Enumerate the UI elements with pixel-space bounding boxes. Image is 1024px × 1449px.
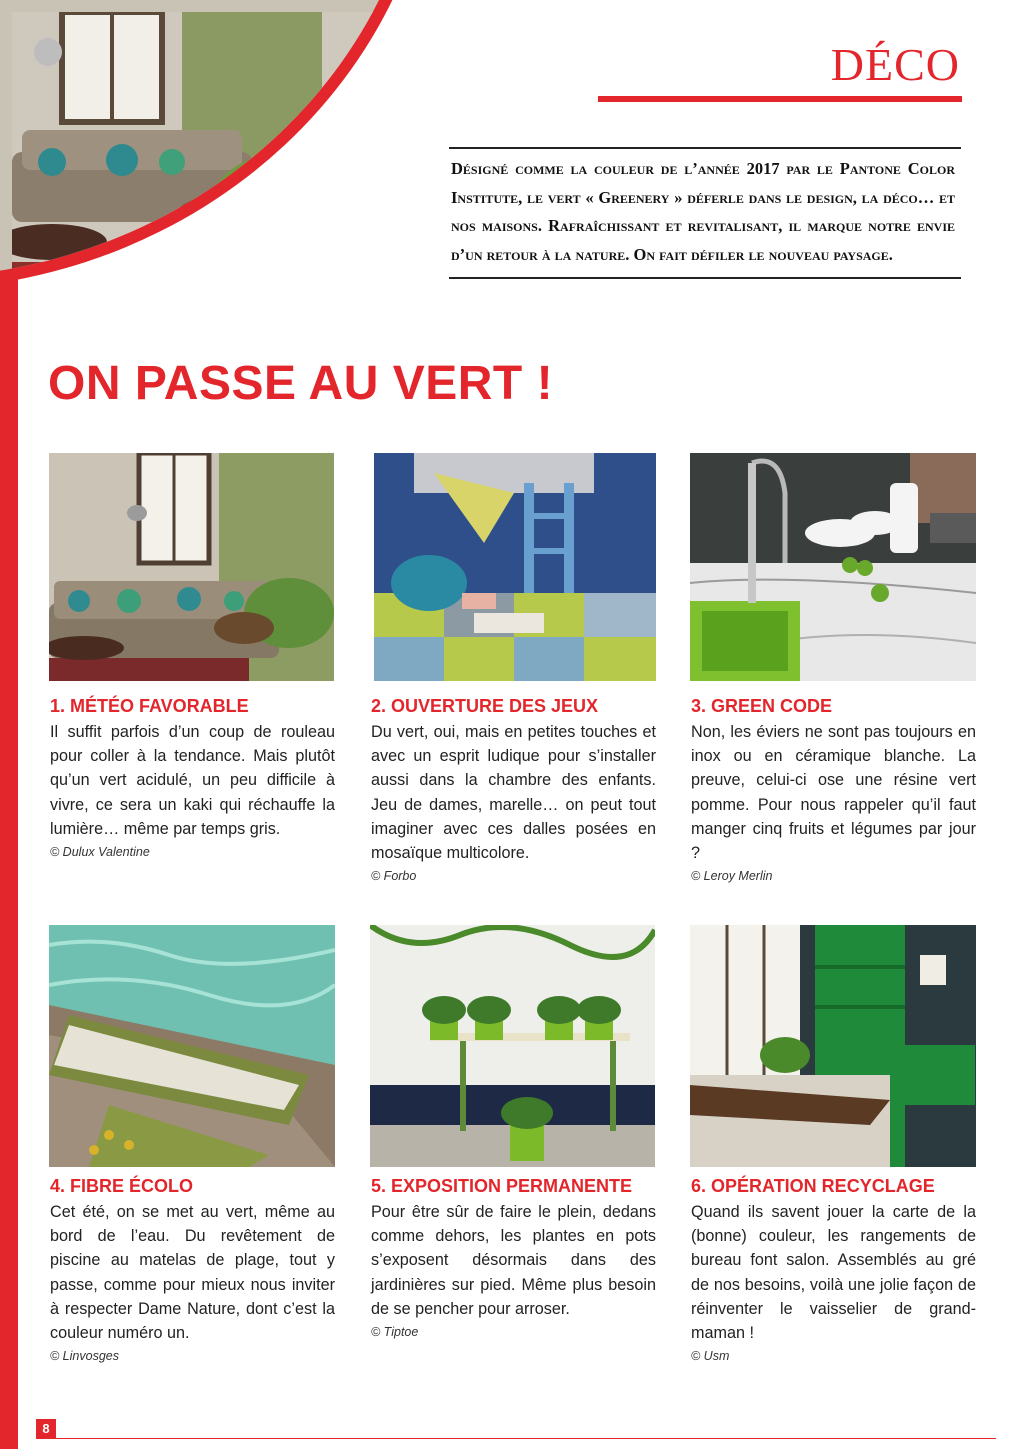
article-2-credit: © Forbo	[371, 869, 417, 884]
article-3-credit: © Leroy Merlin	[691, 869, 773, 884]
intro-text: Désigné comme la couleur de l’année 2017 par le Pantone Color Institute, le vert « Greenery » déferle dans le design, la déco… et nos maisons. Rafraîchissant et revitalisant, il marque notre envie d’un retour à la nature. On fait défiler le nouveau paysage.	[449, 147, 961, 279]
hero-photo-frame	[0, 0, 440, 290]
article-6-text: Quand ils savent jouer la carte de la (bonne) couleur, les rangements de bureau font salon. Assemblés au gré de nos besoins, voilà une jolie façon de réinventer le vaisselier de grand-maman !	[691, 1203, 976, 1343]
article-2-heading: 2. OUVERTURE DES JEUX	[371, 696, 599, 716]
article-6	[691, 1175, 976, 1363]
article-3	[691, 695, 976, 883]
article-4-text: Cet été, on se met au vert, même au bord de l’eau. Du revêtement de piscine au matelas de plage, tout y passe, comme pour mieux nous inviter à respecter Dame Nature, dont c’est la couleur numéro un.	[50, 1203, 335, 1343]
article-4	[50, 1175, 335, 1363]
photo-ouverture-des-jeux	[374, 453, 656, 681]
photo-meteo-favorable	[49, 453, 334, 681]
article-2	[371, 695, 656, 883]
hero-living-room-photo	[12, 12, 440, 290]
footer-rule	[36, 1438, 996, 1439]
page-number: 8	[36, 1419, 56, 1439]
article-3-heading: 3. GREEN CODE	[691, 696, 833, 716]
photo-exposition-permanente	[370, 925, 655, 1167]
page-title: ON PASSE AU VERT !	[48, 357, 554, 410]
article-1-text: Il suffit parfois d’un coup de rouleau pour coller à la tendance. Mais plutôt qu’un vert acidulé, un peu difficile à vivre, ce sera un kaki qui réchauffe la lumière… même par temps gris.	[50, 723, 335, 838]
article-1	[50, 695, 335, 859]
article-5-credit: © Tiptoe	[371, 1325, 419, 1340]
article-3-text: Non, les éviers ne sont pas toujours en inox ou en céramique blanche. La preuve, celui-ci ose une résine vert pomme. Pour nous rappeler qu’il faut manger cinq fruits et légumes par jour ?	[691, 723, 976, 863]
article-4-credit: © Linvosges	[50, 1349, 119, 1364]
photo-operation-recyclage	[690, 925, 976, 1167]
photo-green-code	[690, 453, 976, 681]
section-label: DÉCO	[830, 39, 960, 90]
article-2-text: Du vert, oui, mais en petites touches et avec un esprit ludique pour s’installer aussi dans la chambre des enfants. Jeu de dames, marelle… on peut tout imaginer avec ces dalles posées en mosaïque multicolore.	[371, 723, 656, 863]
article-6-heading: 6. OPÉRATION RECYCLAGE	[691, 1176, 935, 1196]
article-5-text: Pour être sûr de faire le plein, dedans comme dehors, les plantes en pots s’exposent désormais dans des jardinières sur pied. Même plus besoin de se pencher pour arroser.	[371, 1203, 656, 1318]
article-1-heading: 1. MÉTÉO FAVORABLE	[50, 696, 249, 716]
article-5	[371, 1175, 656, 1339]
photo-fibre-ecolo	[49, 925, 335, 1167]
article-4-heading: 4. FIBRE ÉCOLO	[50, 1176, 194, 1196]
article-5-heading: 5. EXPOSITION PERMANENTE	[371, 1176, 633, 1196]
section-rule	[598, 96, 962, 102]
article-6-credit: © Usm	[691, 1349, 730, 1364]
article-1-credit: © Dulux Valentine	[50, 845, 150, 860]
